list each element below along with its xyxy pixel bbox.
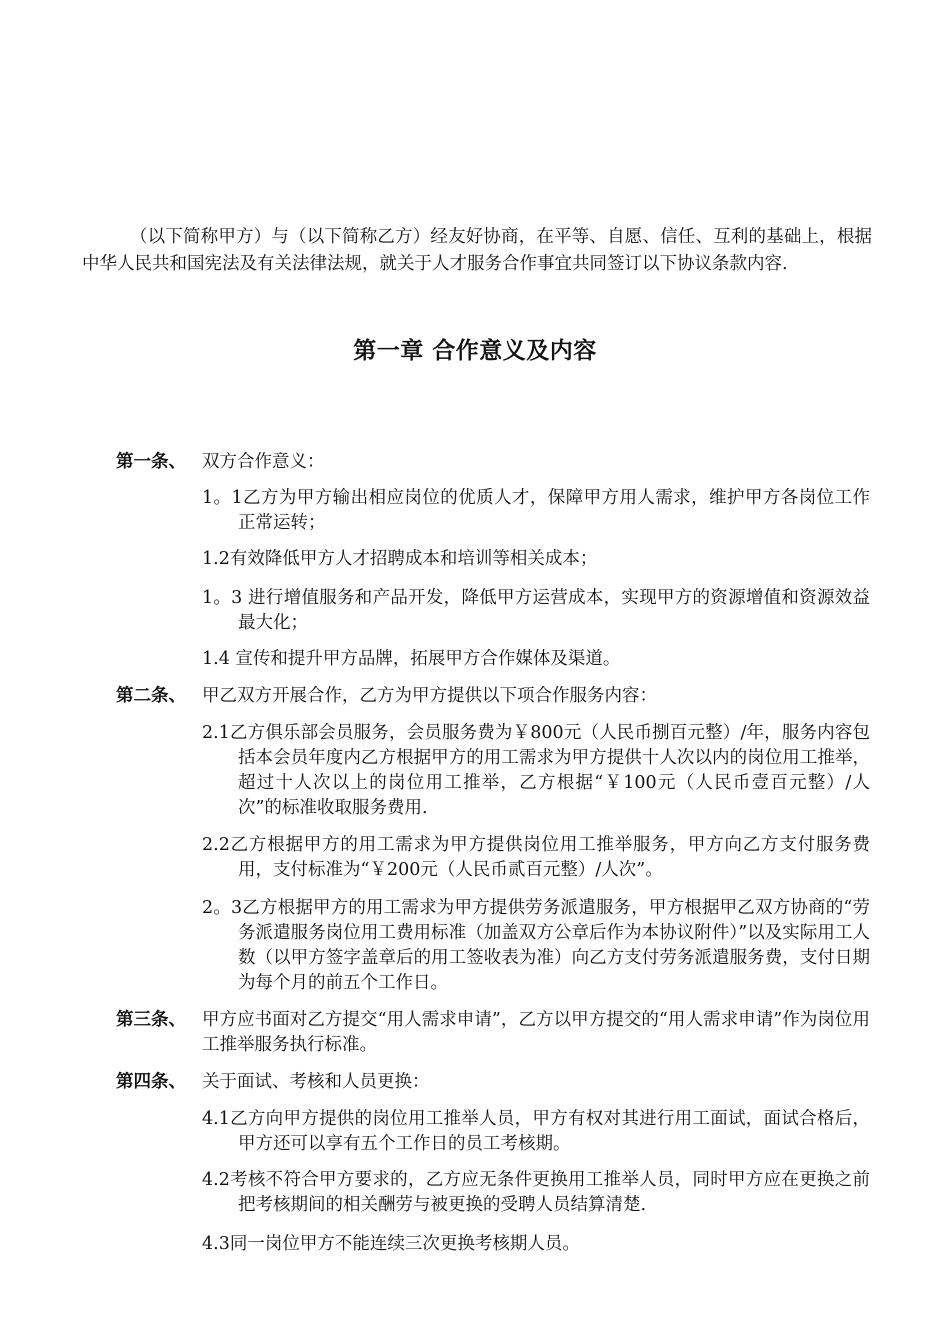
article-label: 第一条、	[116, 452, 186, 472]
clause-2-1: 2.1乙方俱乐部会员服务，会员服务费为￥800元（人民币捌百元整）/年，服务内容包括本会员年度内乙方根据甲方的用工需求为甲方提供十人次以内的岗位用工推举，超过十人次以上的岗位用工推举，乙方根据“￥100元（人民币壹百元整）/人次”的标准收取服务费用.	[202, 723, 870, 818]
clause-1-4: 1.4 宣传和提升甲方品牌，拓展甲方合作媒体及渠道。	[202, 649, 621, 669]
clause-1-1: 1。1乙方为甲方输出相应岗位的优质人才，保障甲方用人需求，维护甲方各岗位工作正常运转；	[202, 488, 870, 533]
clause-2-2: 2.2乙方根据甲方的用工需求为甲方提供岗位用工推举服务，甲方向乙方支付服务费用，支付标准为“￥200元（人民币贰百元整）/人次”。	[202, 835, 870, 880]
article-text: 双方合作意义：	[202, 452, 325, 472]
article-text: 甲方应书面对乙方提交“用人需求申请”，乙方以甲方提交的“用人需求申请”作为岗位用工推举服务执行标准。	[202, 1010, 870, 1055]
article-label: 第四条、	[116, 1072, 186, 1092]
article-text: 关于面试、考核和人员更换：	[202, 1072, 430, 1092]
clause-1-3: 1。3 进行增值服务和产品开发，降低甲方运营成本，实现甲方的资源增值和资源效益最大化；	[202, 588, 870, 633]
article-text: 甲乙双方开展合作，乙方为甲方提供以下项合作服务内容：	[202, 686, 657, 706]
clause-4-1: 4.1乙方向甲方提供的岗位用工推举人员，甲方有权对其进行用工面试，面试合格后，甲方还可以享有五个工作日的员工考核期。	[202, 1109, 870, 1154]
clause-1-2: 1.2有效降低甲方人才招聘成本和培训等相关成本；	[202, 549, 598, 569]
article-label: 第三条、	[116, 1010, 186, 1030]
article-label: 第二条、	[116, 686, 186, 706]
clause-2-3: 2。3乙方根据甲方的用工需求为甲方提供劳务派遣服务，甲方根据甲乙双方协商的“劳务派遣服务岗位用工费用标准（加盖双方公章后作为本协议附件）”以及实际用工人数（以甲方签字盖章后的用工签收表为准）向乙方支付劳务派遣服务费，支付日期为每个月的前五个工作日。	[202, 898, 870, 993]
clause-4-3: 4.3同一岗位甲方不能连续三次更换考核期人员。	[202, 1234, 580, 1254]
intro-paragraph: （以下简称甲方）与（以下简称乙方）经友好协商，在平等、自愿、信任、互利的基础上，根据中华人民共和国宪法及有关法律法规，就关于人才服务合作事宜共同签订以下协议条款内容.	[82, 227, 872, 274]
clause-4-2: 4.2考核不符合甲方要求的，乙方应无条件更换用工推举人员，同时甲方应在更换之前把考核期间的相关酬劳与被更换的受聘人员结算清楚.	[202, 1170, 870, 1215]
chapter-title: 第一章 合作意义及内容	[353, 338, 597, 364]
